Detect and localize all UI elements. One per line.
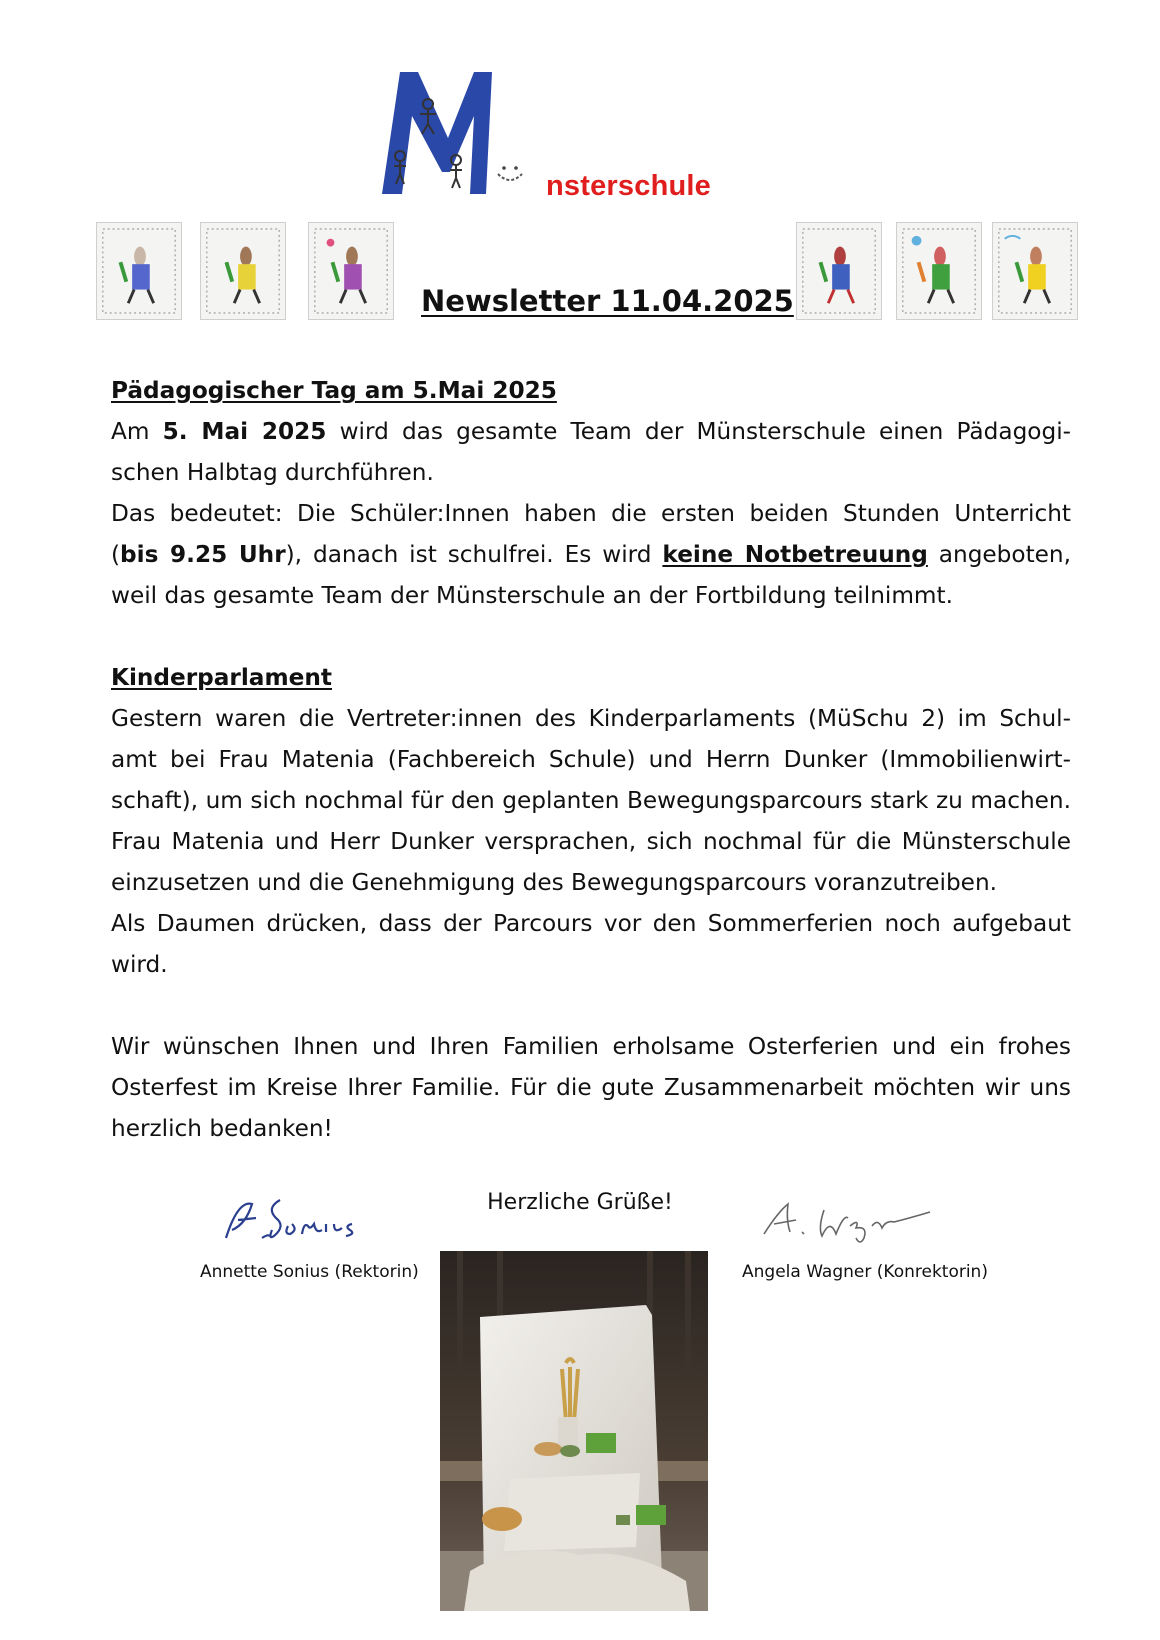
paragraph-line bbox=[111, 411, 1071, 452]
signer-name-right: Angela Wagner (Konrektorin) bbox=[742, 1262, 988, 1282]
rabbit-drawing-4 bbox=[796, 222, 882, 320]
school-name: nsterschule bbox=[546, 170, 711, 202]
paragraph-line: weil das gesamte Team der Münsterschule an der Fortbildung teilnimmt. bbox=[111, 582, 953, 609]
rabbit-drawing-2 bbox=[200, 222, 286, 320]
signer-name-left: Annette Sonius (Rektorin) bbox=[200, 1262, 419, 1282]
newsletter-title: Newsletter 11.04.2025 bbox=[421, 284, 794, 318]
text: ( bbox=[111, 541, 121, 568]
paragraph-line: Osterfest im Kreise Ihrer Familie. Für die gute Zusammenarbeit möchten wir uns bbox=[111, 1074, 1071, 1101]
date-highlight: 5. Mai 2025 bbox=[162, 418, 327, 445]
paragraph-line bbox=[111, 534, 1071, 575]
rabbit-drawing-1 bbox=[96, 222, 182, 320]
paragraph-line: schaft), um sich nochmal für den geplanten Bewegungsparcours stark zu machen. bbox=[111, 787, 1071, 814]
rabbit-drawing-6 bbox=[992, 222, 1078, 320]
text: angeboten, bbox=[927, 541, 1072, 568]
easter-altar-photo bbox=[440, 1251, 708, 1611]
rabbit-drawing-5 bbox=[896, 222, 982, 320]
paragraph-line: Das bedeutet: Die Schüler:Innen haben die ersten beiden Stunden Unterricht bbox=[111, 500, 1071, 527]
paragraph-line: amt bei Frau Matenia (Fachbereich Schule) und Herrn Dunker (Immobilienwirt- bbox=[111, 746, 1071, 773]
signature-wagner bbox=[760, 1198, 940, 1248]
paragraph-line: herzlich bedanken! bbox=[111, 1115, 333, 1142]
time-highlight: bis 9.25 Uhr bbox=[120, 541, 286, 568]
paragraph-line: einzusetzen und die Genehmigung des Bewegungsparcours voranzutreiben. bbox=[111, 869, 998, 896]
rabbit-drawing-3 bbox=[308, 222, 394, 320]
section-heading-kinderparlament: Kinderparlament bbox=[111, 664, 332, 691]
no-care-highlight: keine Notbetreuung bbox=[662, 541, 928, 568]
signature-sonius bbox=[218, 1190, 378, 1250]
paragraph-line: Frau Matenia und Herr Dunker versprachen, sich nochmal für die Münsterschule bbox=[111, 828, 1071, 855]
paragraph-line: Als Daumen drücken, dass der Parcours vor den Sommerferien noch aufgebaut bbox=[111, 910, 1071, 937]
paragraph-line: Gestern waren die Vertreter:innen des Kinderparlaments (MüSchu 2) im Schul- bbox=[111, 705, 1071, 732]
text: wird das gesamte Team der Münsterschule einen Pädagogi- bbox=[326, 418, 1072, 445]
paragraph-line: wird. bbox=[111, 951, 168, 978]
newsletter-body bbox=[111, 370, 1071, 1149]
paragraph-line: schen Halbtag durchführen. bbox=[111, 459, 434, 486]
section-heading-paedagogischer-tag: Pädagogischer Tag am 5.Mai 2025 bbox=[111, 377, 557, 404]
paragraph-line: Wir wünschen Ihnen und Ihren Familien erholsame Osterferien und ein frohes bbox=[111, 1033, 1071, 1060]
text: Am bbox=[111, 418, 163, 445]
text: ), danach ist schulfrei. Es wird bbox=[285, 541, 663, 568]
greeting: Herzliche Grüße! bbox=[487, 1190, 673, 1215]
